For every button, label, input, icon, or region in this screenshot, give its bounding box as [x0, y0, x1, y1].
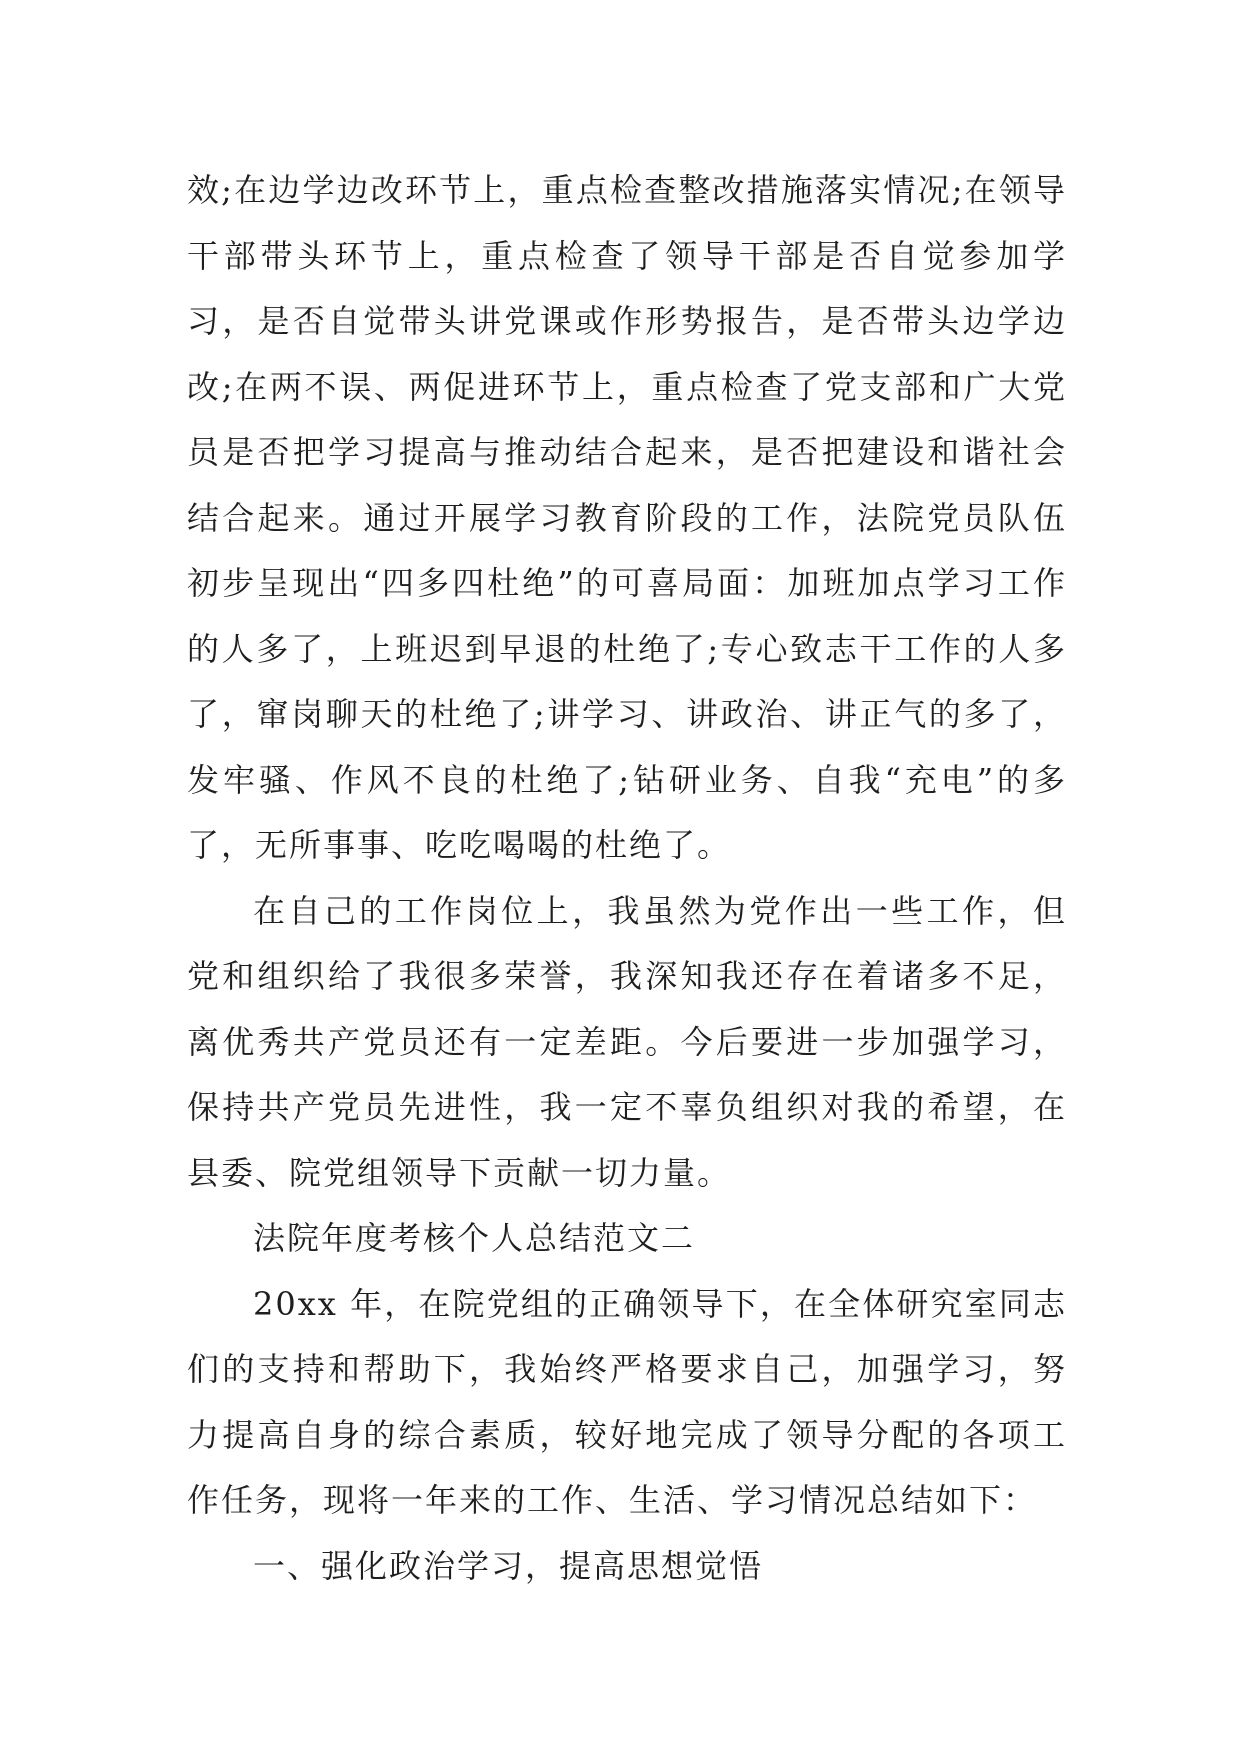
- paragraph: 20xx 年，在院党组的正确领导下，在全体研究室同志们的支持和帮助下，我始终严格要求自己，加强学习，努力提高自身的综合素质，较好地完成了领导分配的各项工作任务，现将一年来的工作、生活、学习情况总结如下：: [187, 1284, 1067, 1519]
- section-heading: 一、强化政治学习，提高思想觉悟: [253, 1546, 764, 1585]
- paragraph: 在自己的工作岗位上，我虽然为党作出一些工作，但党和组织给了我很多荣誉，我深知我还存在着诸多不足，离优秀共产党员还有一定差距。今后要进一步加强学习，保持共产党员先进性，我一定不辜负组织对我的希望，在县委、院党组领导下贡献一切力量。: [187, 891, 1067, 1192]
- section-title: 法院年度考核个人总结范文二: [253, 1219, 696, 1257]
- paragraph-continued: 效;在边学边改环节上，重点检查整改措施落实情况;在领导干部带头环节上，重点检查了领导干部是否自觉参加学习，是否自觉带头讲党课或作形势报告，是否带头边学边改;在两不误、两促进环节上，重点检查了党支部和广大党员是否把学习提高与推动结合起来，是否把建设和谐社会结合起来。通过开展学习教育阶段的工作，法院党员队伍初步呈现出“四多四杜绝”的可喜局面：加班加点学习工作的人多了，上班迟到早退的杜绝了;专心致志干工作的人多了，窜岗聊天的杜绝了;讲学习、讲政治、讲正气的多了，发牢骚、作风不良的杜绝了;钻研业务、自我“充电”的多了，无所事事、吃吃喝喝的杜绝了。: [187, 171, 1067, 864]
- document-body: [187, 158, 1067, 1599]
